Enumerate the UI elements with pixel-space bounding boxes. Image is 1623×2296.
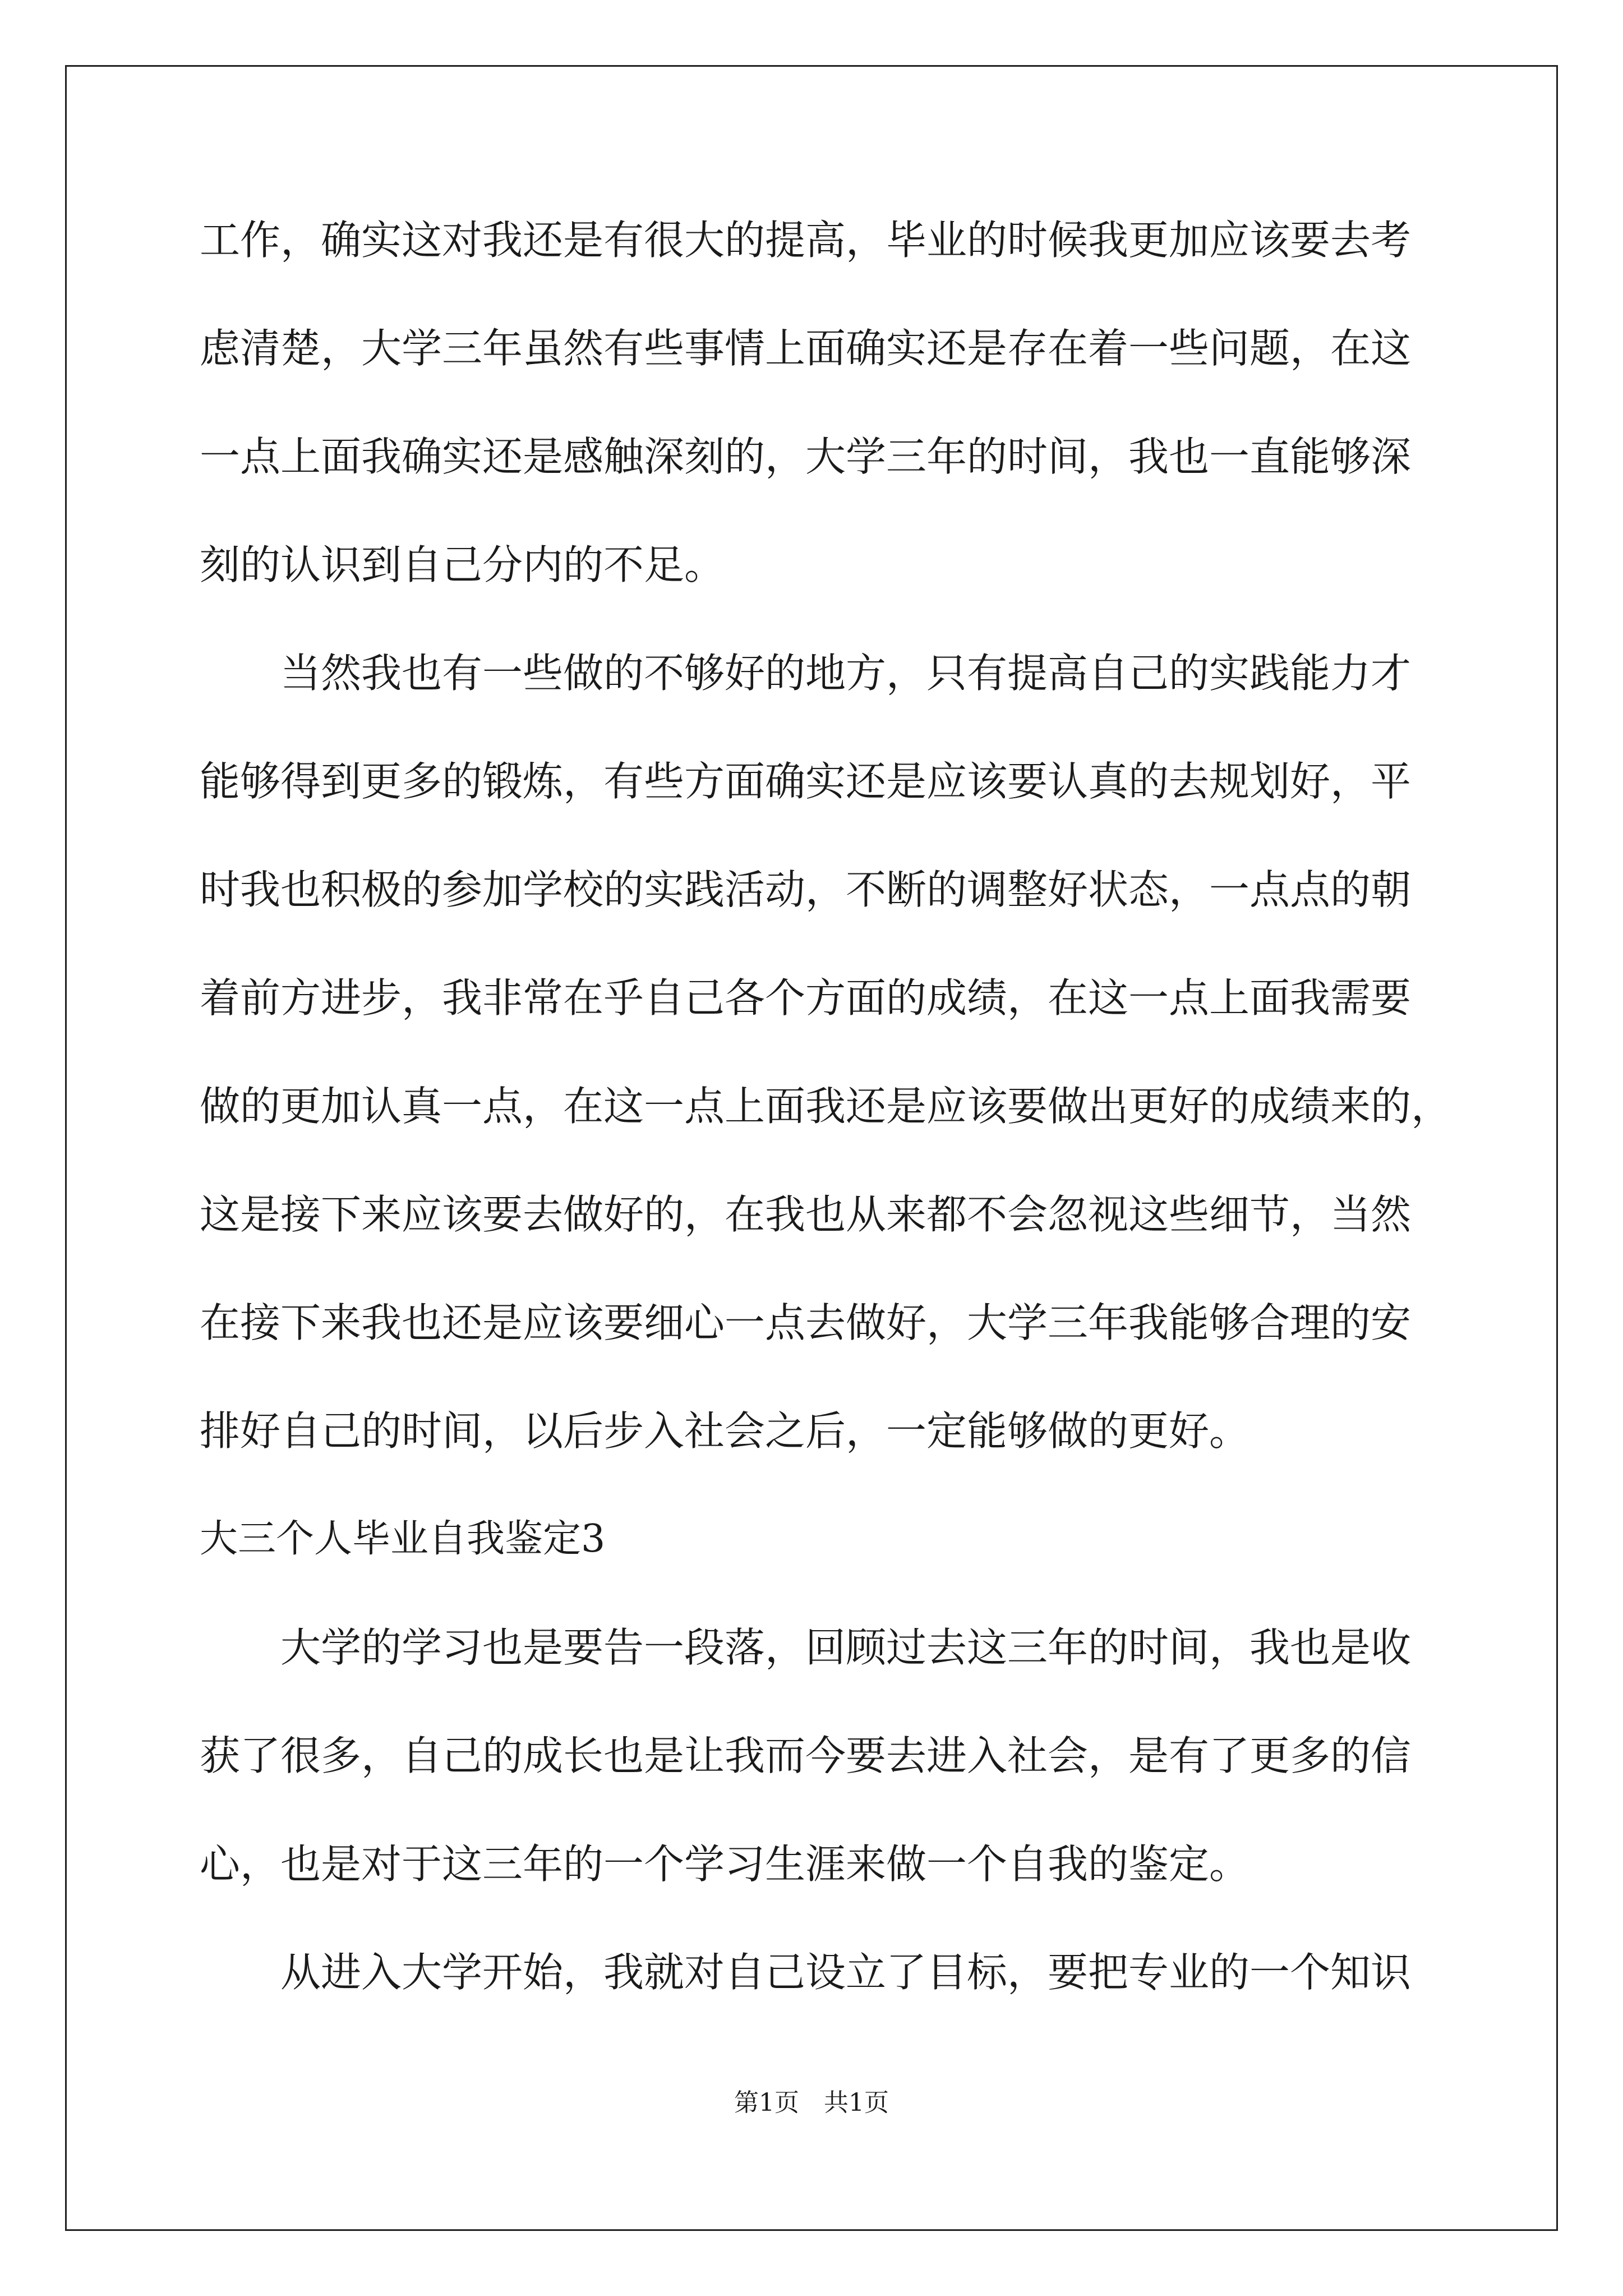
text-line-3: 一点上面我确实还是感触深刻的，大学三年的时间，我也一直能够深 bbox=[200, 433, 1412, 480]
page-number-current: 第1页 bbox=[734, 2088, 799, 2117]
text-line-7: 时我也积极的参加学校的实践活动，不断的调整好状态，一点点的朝 bbox=[200, 866, 1412, 913]
section-heading: 大三个人毕业自我鉴定3 bbox=[200, 1517, 606, 1561]
text-line-8: 着前方进步，我非常在乎自己各个方面的成绩，在这一点上面我需要 bbox=[200, 974, 1412, 1022]
text-line-5: 当然我也有一些做的不够好的地方，只有提高自己的实践能力才 bbox=[280, 650, 1412, 697]
text-line-9: 做的更加认真一点，在这一点上面我还是应该要做出更好的成绩来的， bbox=[200, 1083, 1452, 1130]
text-line-11: 在接下来我也还是应该要细心一点去做好，大学三年我能够合理的安 bbox=[200, 1299, 1412, 1346]
text-line-10: 这是接下来应该要去做好的，在我也从来都不会忽视这些细节，当然 bbox=[200, 1191, 1412, 1238]
text-line-1: 工作，确实这对我还是有很大的提高，毕业的时候我更加应该要去考 bbox=[200, 217, 1412, 264]
text-line-2: 虑清楚，大学三年虽然有些事情上面确实还是存在着一些问题，在这 bbox=[200, 325, 1412, 372]
page-footer bbox=[0, 2086, 1623, 2120]
text-line-4: 刻的认识到自己分内的不足。 bbox=[200, 541, 725, 588]
section-line-2: 获了很多，自己的成长也是让我而今要去进入社会，是有了更多的信 bbox=[200, 1732, 1412, 1779]
text-line-12: 排好自己的时间，以后步入社会之后，一定能够做的更好。 bbox=[200, 1407, 1250, 1455]
section-line-1: 大学的学习也是要告一段落，回顾过去这三年的时间，我也是收 bbox=[280, 1624, 1412, 1671]
section-line-3: 心，也是对于这三年的一个学习生涯来做一个自我的鉴定。 bbox=[200, 1841, 1250, 1888]
document-body bbox=[200, 209, 1452, 2049]
page-number-total: 共1页 bbox=[824, 2088, 889, 2117]
text-line-6: 能够得到更多的锻炼，有些方面确实还是应该要认真的去规划好，平 bbox=[200, 758, 1412, 805]
section-line-4: 从进入大学开始，我就对自己设立了目标，要把专业的一个知识 bbox=[280, 1949, 1412, 1996]
